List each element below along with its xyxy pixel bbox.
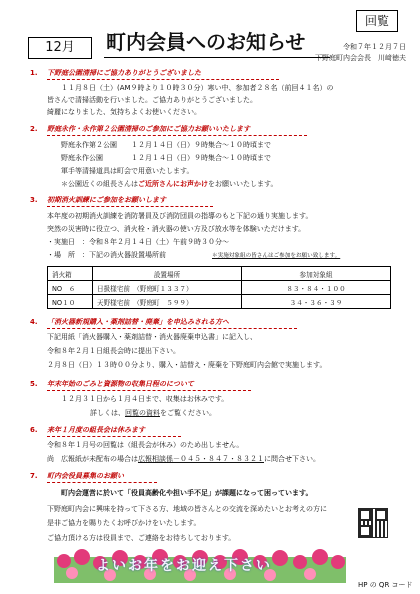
table-header: 参加対象組 (242, 267, 391, 281)
section-3-line: 突然の災害時に役立つ、消火栓・消火器の使い方及び放水等を体験いただけます。 (47, 225, 306, 233)
section-3-heading: 初期消火訓練にご参加をお願いします (47, 196, 166, 204)
section-7-heading: 町内会役員募集のお願い (47, 472, 124, 480)
section-5-link: 回覧の資料 (125, 409, 160, 417)
section-5-number: 5. (30, 380, 38, 388)
section-1-number: 1. (30, 69, 38, 77)
section-3-number: 3. (30, 196, 38, 204)
section-3-place-note: ＊実施対象組の皆さんはご参加をお願い致します。 (212, 253, 341, 259)
section-2-number: 2. (30, 125, 38, 133)
section-3-line: 本年度の初期消火訓練を消防署員及び消防団員の指導のもと下記の通り実施します。 (47, 212, 313, 220)
section-3-place-line: ・場 所 ：下記の消火器設置場所前 (47, 251, 166, 259)
qr-finder (359, 509, 371, 521)
section-7-line: ご協力頂ける方は役員まで、ご連絡をお待ちしております。 (47, 534, 236, 542)
table-row (48, 295, 391, 309)
section-6-heading-rule (47, 436, 181, 437)
table-header: 設置場所 (93, 267, 242, 281)
section-1-heading: 下野庭公園清掃にご協力ありがとうございました (47, 69, 201, 77)
circulate-stamp: 回覧 (356, 10, 398, 32)
table-header-row (48, 267, 391, 281)
section-4-heading: 「消火器新規購入・薬剤詰替・廃棄」を申込みされる方へ (47, 318, 229, 326)
section-1-heading-rule (47, 79, 279, 80)
section-7-emphasis: 町内会運営に於いて「役員高齢化や担い手不足」が課題になって困っています。 (61, 489, 313, 497)
section-6-heading: 来年１月度の組長会は休みます (47, 426, 145, 434)
hp-qr-code[interactable] (358, 508, 388, 538)
section-1-line: 綺麗になりました、気持ちよくお使いください。 (47, 108, 201, 116)
table-cell: ８３・８４・１００ (242, 281, 391, 295)
section-4-line: 下記用紙「消火器購入・薬剤詰替・消火器廃棄申込書」に記入し、 (47, 333, 257, 341)
section-6-number: 6. (30, 426, 38, 434)
section-7-heading-rule (47, 482, 157, 483)
section-1-line: 皆さんで清掃活動を行いました。ご協力ありがとうございました。 (47, 96, 257, 104)
section-4-heading-rule (47, 328, 297, 329)
section-7-line: 是非ご協力を賜りたくお呼びかけをいたします。 (47, 519, 201, 527)
section-7-number: 7. (30, 472, 38, 480)
hp-qr-label: HP の QR コード (358, 581, 413, 589)
month-label: 12月 (28, 37, 92, 59)
section-6-line: 尚 広報紙が未配布の場合は広報相談係－０４５・８４７・８３２１に問合せ下さい。 (47, 455, 320, 463)
section-6-line: 令和８年１月号の回覧は（組長会が休み）のため出しません。 (47, 441, 244, 449)
section-4-number: 4. (30, 318, 38, 326)
section-3-heading-rule (47, 206, 213, 207)
table-row (48, 281, 391, 295)
qr-finder (375, 509, 387, 521)
section-4-line: ２月８日（日）１３時００分より、購入・詰替え・廃棄を下野庭町内会館で実施します。 (47, 361, 327, 369)
section-2-line: 野庭永作公園 １２月１４日（日）９時集合～１０時頃まで (61, 154, 271, 162)
section-6-contact: 広報相談係－０４５・８４７・８３２１ (138, 455, 264, 463)
section-2-note-emphasis: ご近所さんにお声かけ (138, 180, 208, 188)
table-header: 消火箱 (48, 267, 93, 281)
table-cell: 天野様宅前 （野庭町 ５９９） (93, 295, 242, 309)
table-cell: NO ６ (48, 281, 93, 295)
qr-finder (359, 525, 371, 537)
section-4-line: 令和８年２月１日組長会時に提出下さい。 (47, 347, 180, 355)
new-year-greeting: よいお年をお迎え下さい (96, 558, 272, 574)
extinguisher-table (47, 266, 391, 309)
table-cell: 日扱様宅前 （野庭町１３３７） (93, 281, 242, 295)
page-title: 町内会員へのお知らせ (106, 30, 306, 54)
issue-date: 令和７年１２月７日 (343, 43, 406, 51)
section-1-line: １１月８日（土）(AM９時より１０時３０分）寒い中、参加者２８名（前回４１名）の (61, 84, 334, 92)
section-2-heading: 野庭永作・永作第２公園清掃のご参加にご協力お願いいたします (47, 125, 250, 133)
section-2-heading-rule (47, 135, 307, 136)
section-3-date-line: ・実施日 ：令和８年２月１４日（土）午前９時３０分～ (47, 238, 229, 246)
section-5-line: １２月３１日から１月４日まで、収集はお休みです。 (61, 395, 229, 403)
section-5-heading-rule (47, 390, 251, 391)
section-2-line: 野庭永作第２公園 １２月１４日（日）９時集合～１０時頃まで (61, 141, 271, 149)
section-2-note: ＊公園近くの組長さんはご近所さんにお声かけをお願いいたします。 (61, 180, 278, 188)
issuer: 下野庭町内会会長 川﨑徳夫 (315, 54, 406, 62)
table-cell: ３４・３６・３９ (242, 295, 391, 309)
table-cell: NO１０ (48, 295, 93, 309)
title-underline (104, 57, 330, 58)
section-5-heading: 年末年始のごみと資源物の収集日程のについて (47, 380, 194, 388)
section-5-line: 詳しくは、回覧の資料をご覧ください。 (90, 409, 216, 417)
section-2-line: 軍手等清掃道具は町会で用意いたします。 (61, 167, 194, 175)
section-7-line: 下野庭町内会に興味を持って下さる方、地域の皆さんとの交流を深めたいとお考えの方に (47, 505, 327, 513)
